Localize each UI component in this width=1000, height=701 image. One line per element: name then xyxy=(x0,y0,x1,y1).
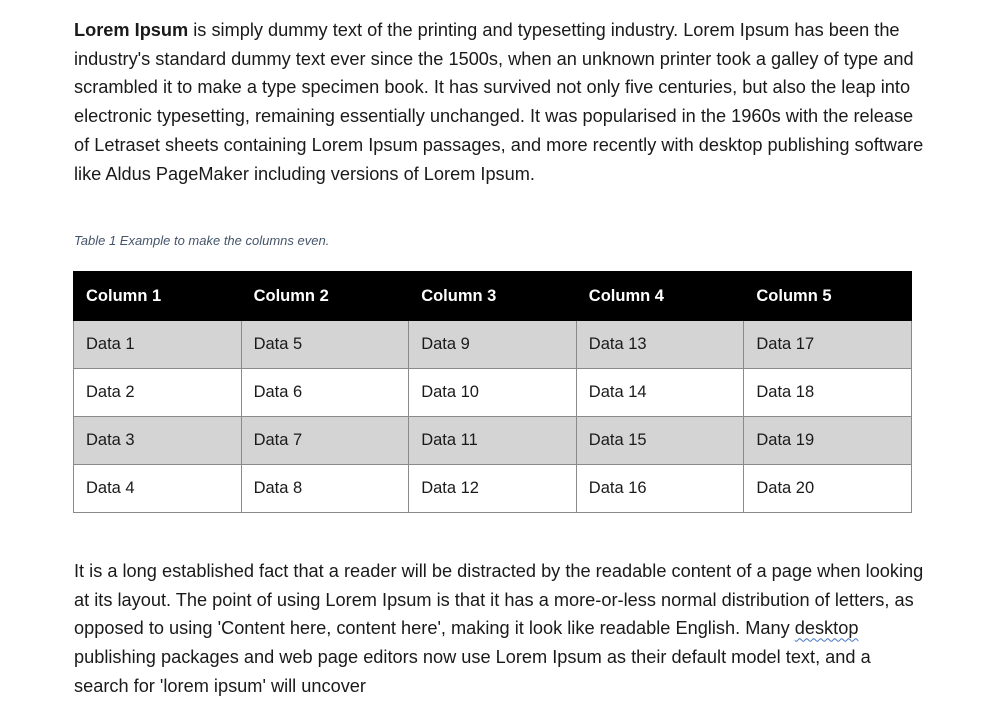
column-header: Column 4 xyxy=(576,272,744,321)
column-header: Column 1 xyxy=(74,272,242,321)
table-cell: Data 17 xyxy=(744,321,912,369)
table-row xyxy=(74,321,912,369)
table-cell: Data 8 xyxy=(241,465,409,513)
table-cell: Data 3 xyxy=(74,417,242,465)
column-header: Column 3 xyxy=(409,272,577,321)
table-row xyxy=(74,417,912,465)
table-cell: Data 7 xyxy=(241,417,409,465)
table-caption: Table 1 Example to make the columns even. xyxy=(74,233,330,248)
table-cell: Data 5 xyxy=(241,321,409,369)
body-text-after: publishing packages and web page editors now use Lorem Ipsum as their default model text, and a search for 'lorem ipsum' will uncover xyxy=(74,647,871,696)
table-cell: Data 11 xyxy=(409,417,577,465)
table-cell: Data 15 xyxy=(576,417,744,465)
table-cell: Data 9 xyxy=(409,321,577,369)
body-paragraph xyxy=(74,557,924,701)
intro-bold-lead: Lorem Ipsum xyxy=(74,20,189,40)
body-text-before: It is a long established fact that a reader will be distracted by the readable content of a page when looking at its layout. The point of using Lorem Ipsum is that it has a more-or-less normal distribution of letters, as opposed to using 'Content here, content here', making it look like readable English. Many xyxy=(74,561,924,639)
table-cell: Data 19 xyxy=(744,417,912,465)
column-header: Column 2 xyxy=(241,272,409,321)
column-header: Column 5 xyxy=(744,272,912,321)
table-header-row xyxy=(74,272,912,321)
table-cell: Data 10 xyxy=(409,369,577,417)
table-row xyxy=(74,465,912,513)
table-cell: Data 12 xyxy=(409,465,577,513)
intro-text: is simply dummy text of the printing and typesetting industry. Lorem Ipsum has been the industry's standard dummy text ever since the 1500s, when an unknown printer took a galley of type and scrambled it to make a type specimen book. It has survived not only five centuries, but also the leap into electronic typesetting, remaining essentially unchanged. It was popularised in the 1960s with the release of Letraset sheets containing Lorem Ipsum passages, and more recently with desktop publishing software like Aldus PageMaker including versions of Lorem Ipsum. xyxy=(74,20,924,184)
table-cell: Data 16 xyxy=(576,465,744,513)
table-row xyxy=(74,369,912,417)
intro-paragraph xyxy=(74,16,924,188)
table-cell: Data 4 xyxy=(74,465,242,513)
table-cell: Data 2 xyxy=(74,369,242,417)
data-table xyxy=(73,271,912,513)
table-cell: Data 6 xyxy=(241,369,409,417)
table-cell: Data 18 xyxy=(744,369,912,417)
table-cell: Data 14 xyxy=(576,369,744,417)
table-cell: Data 13 xyxy=(576,321,744,369)
spellcheck-flagged-word[interactable]: desktop xyxy=(794,618,859,639)
table-cell: Data 20 xyxy=(744,465,912,513)
table-cell: Data 1 xyxy=(74,321,242,369)
